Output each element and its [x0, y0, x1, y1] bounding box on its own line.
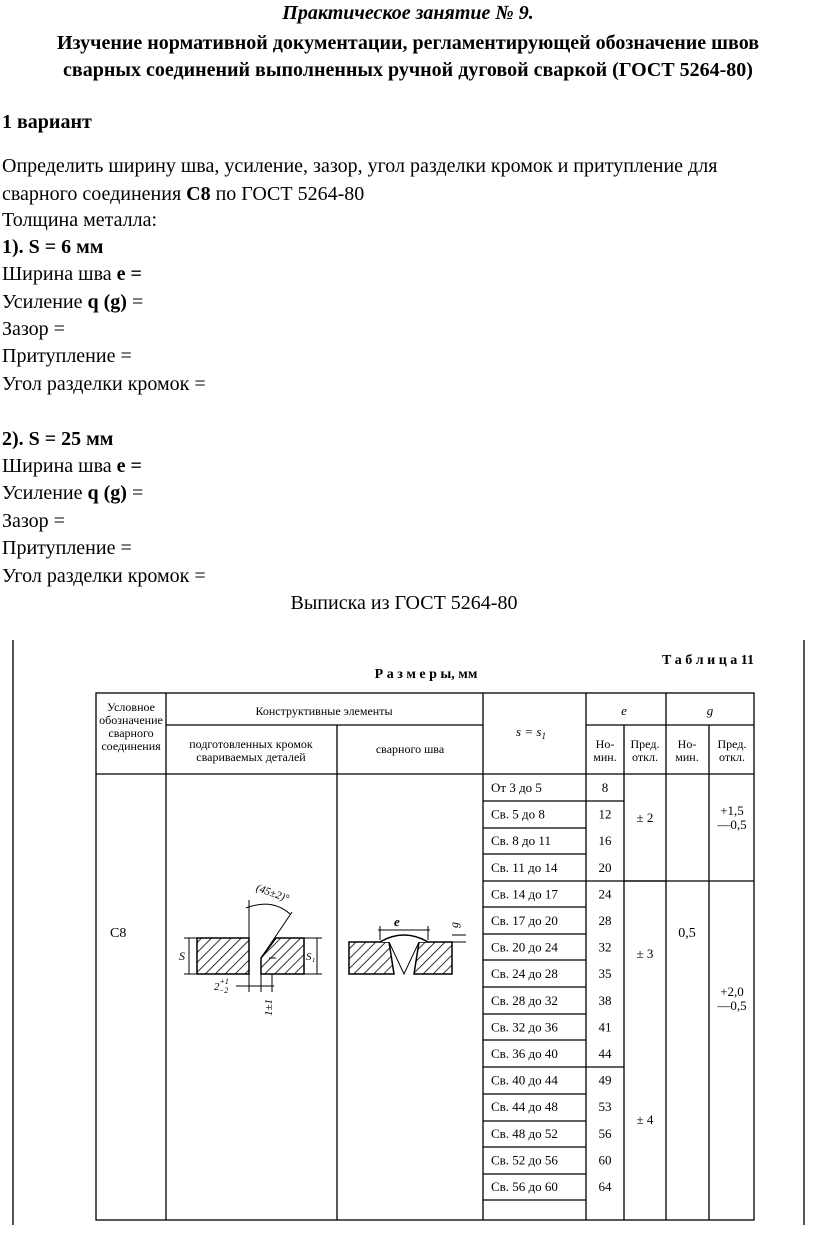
- thickness-label: Толщина металла:: [2, 209, 158, 231]
- case-2-width: [2, 455, 142, 478]
- header-constructive: Конструктивные элементы: [255, 704, 393, 718]
- row-range: Св. 24 до 28: [491, 966, 558, 982]
- weld-g-label: g: [447, 922, 461, 928]
- row-e-value: 44: [598, 1046, 612, 1061]
- task-line-2-pre: сварного соединения: [2, 183, 187, 205]
- g-tol-1-minus: —0,5: [717, 817, 747, 832]
- joint-code: С8: [186, 183, 211, 205]
- case-1-reinf-symbol: q (g): [87, 291, 127, 313]
- header-g-nom-1: Но-: [677, 737, 697, 751]
- row-e-value: 49: [598, 1072, 612, 1088]
- header-g-tol-1: Пред.: [717, 737, 747, 751]
- row-e-value: 28: [598, 913, 612, 928]
- case-2-gap: Зазор =: [2, 510, 65, 532]
- header-prepared-2: свариваемых деталей: [196, 750, 306, 764]
- header-s: $s = s_1$: [516, 724, 546, 741]
- task-line-2-post: по ГОСТ 5264-80: [210, 183, 365, 205]
- case-1-reinforcement: [2, 291, 143, 314]
- edge-preparation-drawing: [179, 882, 322, 1016]
- header-g-nom-2: мин.: [675, 750, 699, 764]
- task-line-1: Определить ширину шва, усиление, зазор, угол разделки кромок и притупление для: [2, 155, 718, 177]
- row-e-value: 24: [598, 886, 612, 902]
- e-tol-3: ± 4: [636, 1112, 654, 1127]
- blunt-label: 1±1: [263, 998, 275, 1016]
- case-1-angle: Угол разделки кромок =: [2, 373, 206, 395]
- table-caption: Т а б л и ц а 11: [661, 653, 754, 668]
- case-2-header: 2). S = 25 мм: [2, 428, 114, 450]
- weld-drawing: [349, 914, 466, 974]
- row-range: Св. 11 до 14: [491, 859, 558, 875]
- header-e-nom-2: мин.: [593, 750, 617, 764]
- angle-label: (45±2)°: [254, 882, 291, 906]
- s1-label: S₁: [306, 951, 316, 963]
- extract-caption: Выписка из ГОСТ 5264-80: [290, 592, 518, 614]
- row-e-value: 12: [598, 806, 612, 822]
- header-designation-4: соединения: [101, 739, 161, 753]
- row-e-value: 41: [598, 1019, 612, 1035]
- e-tol-1: ± 2: [636, 810, 654, 825]
- header-prepared-1: подготовленных кромок: [189, 737, 313, 751]
- s-label: S: [179, 949, 185, 963]
- row-range: Св. 52 до 56: [491, 1152, 558, 1168]
- row-e-value: 64: [598, 1179, 612, 1194]
- row-range: Св. 28 до 32: [491, 992, 558, 1008]
- case-1-width-label: Ширина шва: [2, 263, 117, 285]
- row-e-value: 56: [598, 1125, 612, 1141]
- header-designation-2: обозначение: [99, 713, 163, 727]
- row-range: Св. 17 до 20: [491, 913, 558, 928]
- row-e-value: 32: [598, 939, 612, 955]
- row-e-value: 35: [598, 966, 612, 982]
- case-2-reinforcement: [2, 482, 143, 505]
- weld-e-label: e: [394, 914, 400, 929]
- case-2-reinf-eq: =: [126, 482, 144, 504]
- case-1-header: 1). S = 6 мм: [2, 236, 104, 258]
- case-1-width: [2, 263, 142, 286]
- row-range: Св. 14 до 17: [491, 886, 558, 902]
- gost-table-scan: [14, 640, 805, 1225]
- case-1-reinf-label: Усиление: [2, 291, 88, 313]
- row-range: Св. 44 до 48: [491, 1099, 558, 1115]
- header-designation-1: Условное: [107, 700, 155, 714]
- task-line-2: [2, 183, 364, 206]
- header-g-tol-2: откл.: [719, 750, 745, 764]
- row-e-value: 53: [598, 1099, 612, 1115]
- subtitle-line-1: Изучение нормативной документации, регламентирующей обозначение швов: [56, 32, 760, 54]
- g-tol-1-plus: +1,5: [720, 803, 744, 818]
- variant-heading: 1 вариант: [2, 111, 92, 133]
- row-e-value: 20: [598, 859, 612, 875]
- row-range: От 3 до 5: [491, 780, 542, 795]
- header-g: g: [706, 703, 714, 718]
- subtitle-line-2: сварных соединений выполненных ручной дуговой сваркой (ГОСТ 5264-80): [63, 59, 753, 81]
- row-range: Св. 8 до 11: [491, 833, 551, 849]
- header-weld: сварного шва: [375, 742, 445, 756]
- row-e-value: 60: [598, 1152, 612, 1168]
- case-1-reinf-eq: =: [126, 291, 144, 313]
- row-range: Св. 56 до 60: [491, 1179, 558, 1194]
- header-e-tol-2: откл.: [632, 750, 658, 764]
- row-range: Св. 32 до 36: [491, 1019, 558, 1035]
- case-2-reinf-label: Усиление: [2, 482, 88, 504]
- case-2-angle: Угол разделки кромок =: [2, 565, 206, 587]
- gap-label: $2^{+1} -2$: [214, 977, 229, 995]
- row-range: Св. 48 до 52: [491, 1125, 558, 1141]
- row-range: Св. 20 до 24: [491, 939, 558, 955]
- case-2-reinf-symbol: q (g): [87, 482, 127, 504]
- header-e: e: [621, 703, 627, 718]
- row-range: Св. 40 до 44: [491, 1072, 558, 1088]
- g-nominal: 0,5: [678, 926, 696, 941]
- header-e-nom-1: Но-: [595, 737, 615, 751]
- page-subtitle: [20, 30, 796, 84]
- g-tol-2-plus: +2,0: [720, 984, 744, 999]
- case-2-width-label: Ширина шва: [2, 455, 117, 477]
- case-1-width-symbol: e =: [116, 263, 142, 285]
- row-e-value: 8: [601, 780, 609, 795]
- row-e-value: 16: [598, 833, 612, 849]
- row-range: Св. 5 до 8: [491, 806, 545, 822]
- case-2-width-symbol: e =: [116, 455, 142, 477]
- case-1-blunt: Притупление =: [2, 345, 132, 367]
- header-e-tol-1: Пред.: [630, 737, 660, 751]
- case-1-gap: Зазор =: [2, 318, 65, 340]
- row-range: Св. 36 до 40: [491, 1046, 558, 1061]
- page-title: Практическое занятие № 9.: [282, 2, 534, 24]
- table-header: [99, 700, 746, 764]
- e-tol-2: ± 3: [636, 946, 654, 961]
- designation-value: С8: [110, 926, 127, 941]
- g-tol-2-minus: —0,5: [717, 998, 747, 1013]
- header-designation-3: сварного: [108, 726, 154, 740]
- case-2-blunt: Притупление =: [2, 537, 132, 559]
- tolerance-cells: [637, 803, 747, 1127]
- table-units: Р а з м е р ы, мм: [374, 667, 478, 682]
- row-e-value: 38: [598, 992, 612, 1008]
